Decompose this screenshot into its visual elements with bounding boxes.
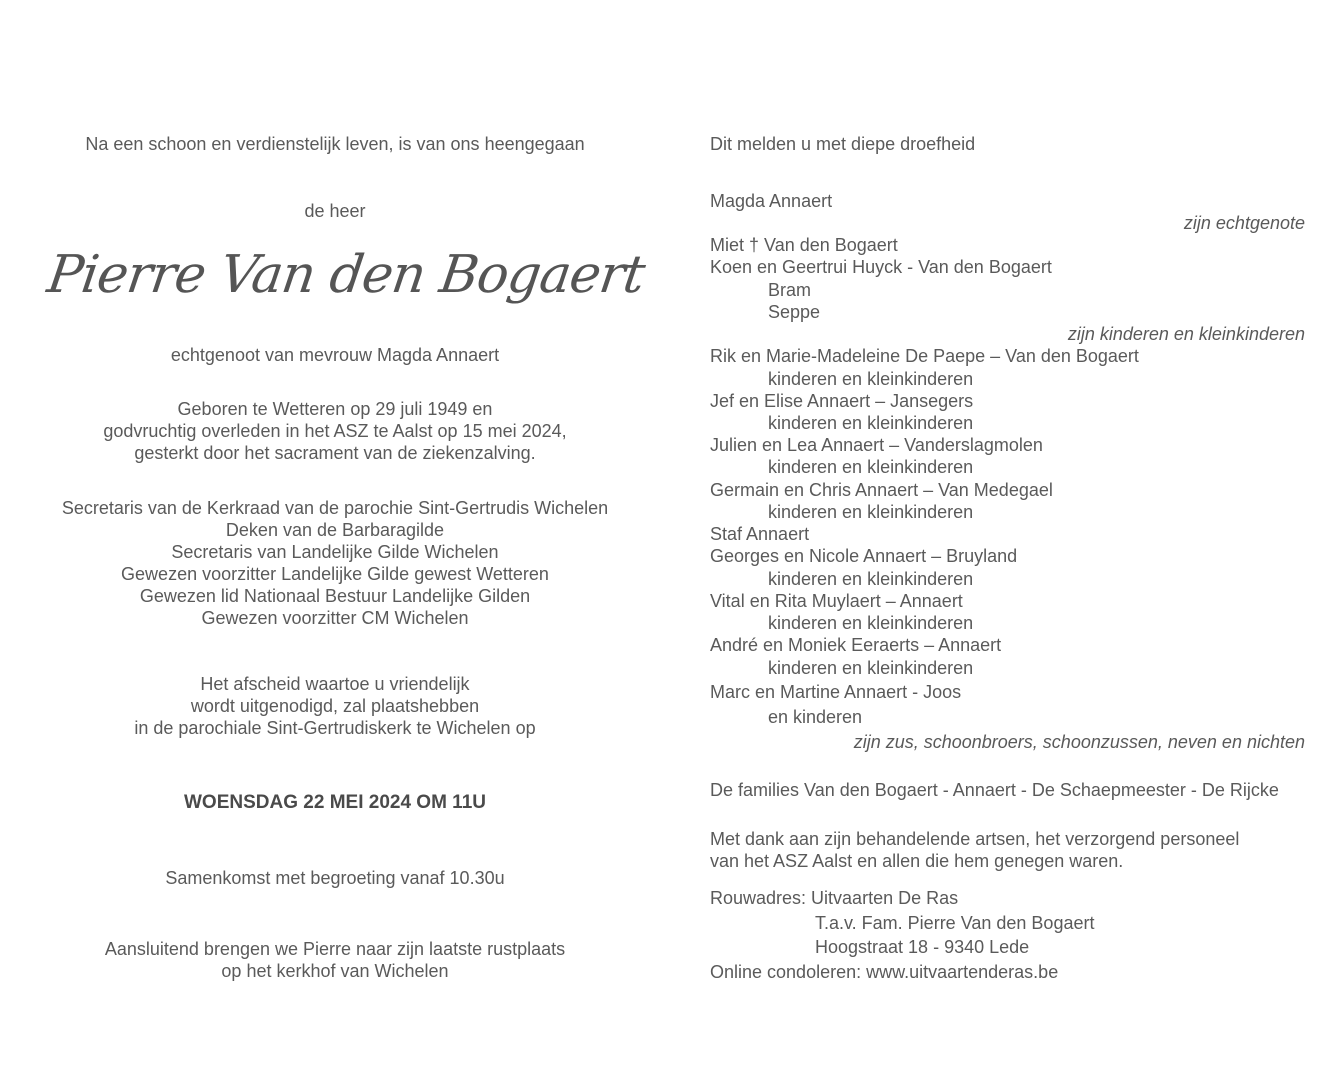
thanks-line: van het ASZ Aalst en allen die hem genegen waren. [710,851,1124,871]
thanks-line: Met dank aan zijn behandelende artsen, het verzorgend personeel [710,829,1240,849]
sibling-name: Marc en Martine Annaert - Joos [710,682,962,702]
gathering-line: Samenkomst met begroeting vanaf 10.30u [165,868,505,888]
deceased-name: Pierre Van den Bogaert [43,245,648,305]
spouse-name: Magda Annaert [710,191,833,211]
children-role: zijn kinderen en kleinkinderen [1067,324,1305,344]
farewell-line: wordt uitgenodigd, zal plaatshebben [190,696,480,716]
sibling-descendants: kinderen en kleinkinderen [768,502,974,522]
sibling-name: Rik en Marie-Madeleine De Paepe – Van den Bogaert [710,346,1139,366]
sibling-descendants: kinderen en kleinkinderen [768,369,974,389]
sibling-descendants: kinderen en kleinkinderen [768,569,974,589]
sibling-descendants: en kinderen [768,707,863,727]
address-line: Hoogstraat 18 - 9340 Lede [815,937,1030,957]
ceremony-date: WOENSDAG 22 MEI 2024 OM 11U [184,792,486,813]
sibling-name: Germain en Chris Annaert – Van Medegael [710,480,1053,500]
grandchild-name: Seppe [768,302,821,322]
birth-line: Geboren te Wetteren op 29 juli 1949 en [177,399,493,419]
farewell-line: in de parochiale Sint-Gertrudiskerk te Wichelen op [134,718,536,738]
sibling-descendants: kinderen en kleinkinderen [768,413,974,433]
sibling-descendants: kinderen en kleinkinderen [768,658,974,678]
functions-block [40,497,630,629]
function-item: Secretaris van de Kerkraad van de parochie Sint-Gertrudis Wichelen [61,498,609,518]
spouse-role: zijn echtgenote [1183,213,1305,233]
sibling-descendants: kinderen en kleinkinderen [768,613,974,633]
farewell-line: Het afscheid waartoe u vriendelijk [200,674,470,694]
function-item: Gewezen voorzitter CM Wichelen [201,608,469,628]
function-item: Deken van de Barbaragilde [225,520,445,540]
siblings-role: zijn zus, schoonbroers, schoonzussen, neven en nichten [853,732,1305,752]
burial-line: op het kerkhof van Wichelen [221,961,449,981]
families-line: De families Van den Bogaert - Annaert - De Schaepmeester - De Rijcke [710,780,1279,800]
birth-death-block [40,398,630,464]
grandchild-name: Bram [768,280,812,300]
sibling-name: Staf Annaert [710,524,810,544]
farewell-block [40,673,630,739]
title-prefix: de heer [304,201,366,221]
burial-line: Aansluitend brengen we Pierre naar zijn laatste rustplaats [104,939,566,959]
burial-block [40,938,630,982]
address-line: T.a.v. Fam. Pierre Van den Bogaert [815,913,1095,933]
sibling-name: André en Moniek Eeraerts – Annaert [710,635,1002,655]
sibling-name: Julien en Lea Annaert – Vanderslagmolen [710,435,1043,455]
announcement-intro: Dit melden u met diepe droefheid [710,134,976,154]
intro-text: Na een schoon en verdienstelijk leven, is van ons heengegaan [85,134,585,154]
child-name: Miet † Van den Bogaert [710,235,898,255]
sibling-name: Vital en Rita Muylaert – Annaert [710,591,963,611]
death-line: godvruchtig overleden in het ASZ te Aalst op 15 mei 2024, [103,421,567,441]
child-name: Koen en Geertrui Huyck - Van den Bogaert [710,257,1052,277]
online-condolence-link[interactable]: Online condoleren: www.uitvaartenderas.be [710,962,1059,982]
function-item: Secretaris van Landelijke Gilde Wichelen [171,542,499,562]
sibling-name: Jef en Elise Annaert – Jansegers [710,391,974,411]
sacrament-line: gesterkt door het sacrament van de ziekenzalving. [134,443,536,463]
spouse-line: echtgenoot van mevrouw Magda Annaert [170,345,500,365]
function-item: Gewezen lid Nationaal Bestuur Landelijke Gilden [139,586,531,606]
address-label: Rouwadres: Uitvaarten De Ras [710,888,959,908]
function-item: Gewezen voorzitter Landelijke Gilde gewest Wetteren [121,564,549,584]
sibling-descendants: kinderen en kleinkinderen [768,457,974,477]
sibling-name: Georges en Nicole Annaert – Bruyland [710,546,1018,566]
